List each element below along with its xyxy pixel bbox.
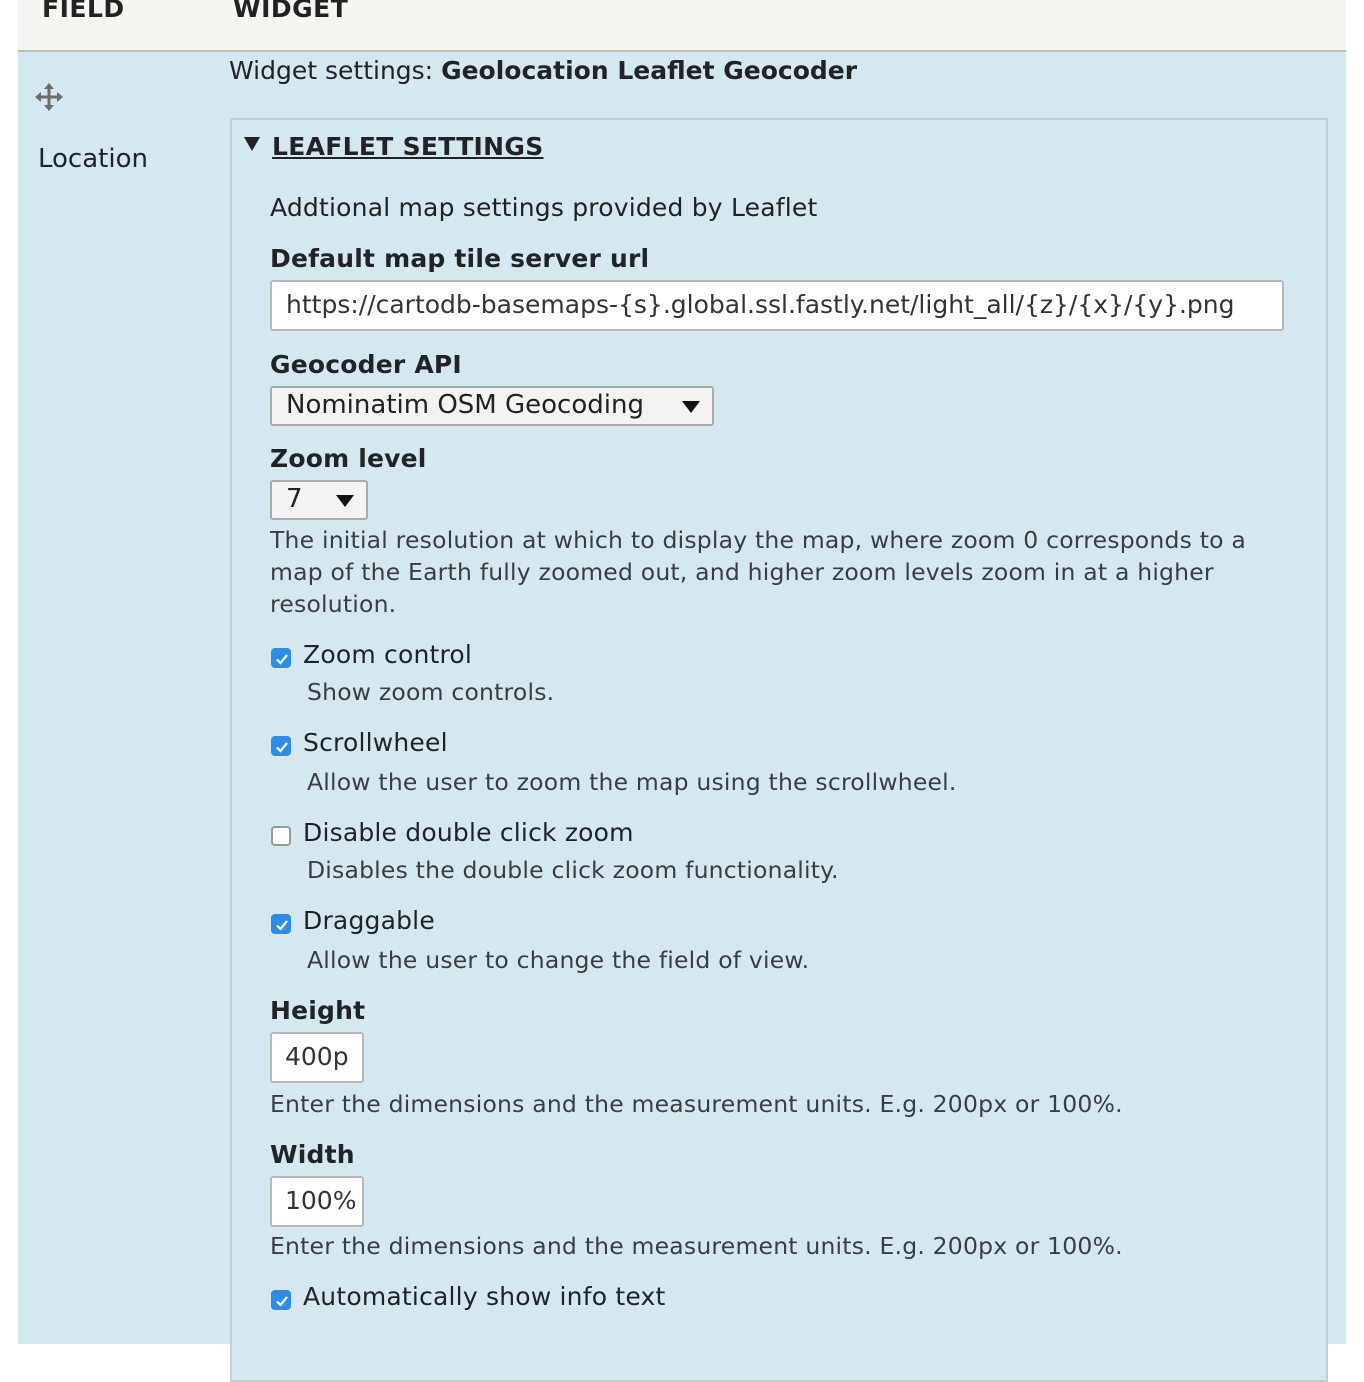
zoom-control-checkbox[interactable] [271,648,291,668]
table-row [18,52,1346,1344]
caret-down-icon [682,401,700,413]
leaflet-description: Addtional map settings provided by Leaflet [270,193,818,222]
geocoder-select-value: Nominatim OSM Geocoding [286,390,644,420]
zoom-level-help-line: The initial resolution at which to display the map, where zoom 0 corresponds to a [270,526,1246,554]
move-arrows-icon[interactable] [34,82,64,112]
zoom-level-select[interactable] [270,480,368,520]
geocoder-label: Geocoder API [270,350,462,379]
widget-settings-prefix: Widget settings: [229,56,434,85]
checkmark-icon [275,740,289,754]
scrollwheel-checkbox[interactable] [271,736,291,756]
disable-double-click-zoom-checkbox[interactable] [271,826,291,846]
zoom-control-label[interactable]: Zoom control [303,640,473,669]
zoom-level-select-value: 7 [286,484,303,514]
height-help: Enter the dimensions and the measurement units. E.g. 200px or 100%. [270,1090,1123,1118]
width-help: Enter the dimensions and the measurement units. E.g. 200px or 100%. [270,1232,1123,1260]
triangle-down-icon [244,137,260,151]
checkmark-icon [275,652,289,666]
tile-url-input[interactable]: https://cartodb-basemaps-{s}.global.ssl.fastly.net/light_all/{z}/{x}/{y}.png [270,280,1284,331]
checkmark-icon [275,1294,289,1308]
disable-double-click-zoom-desc: Disables the double click zoom functionality. [307,856,839,884]
zoom-control-desc: Show zoom controls. [307,678,555,706]
zoom-level-help [270,524,1246,620]
table-header [18,0,1346,52]
scrollwheel-desc: Allow the user to zoom the map using the scrollwheel. [307,768,957,796]
draggable-checkbox[interactable] [271,914,291,934]
info-text-label[interactable]: Automatically show info text [303,1282,666,1311]
leaflet-settings-label[interactable]: LEAFLET SETTINGS [272,132,544,161]
height-label: Height [270,996,366,1025]
info-text-checkbox[interactable] [271,1290,291,1310]
geocoder-select[interactable] [270,386,714,426]
field-column-header: FIELD [42,0,125,23]
checkmark-icon [275,918,289,932]
draggable-desc: Allow the user to change the field of view. [307,946,810,974]
zoom-level-label: Zoom level [270,444,427,473]
caret-down-icon [336,495,354,507]
width-input[interactable]: 100% [270,1176,364,1227]
zoom-level-help-line: resolution. [270,590,397,618]
leaflet-settings-summary[interactable] [244,132,544,161]
widget-settings-title [229,56,857,85]
widget-settings-name: Geolocation Leaflet Geocoder [441,56,858,85]
disable-double-click-zoom-label[interactable]: Disable double click zoom [303,818,634,847]
widget-column-header: WIDGET [233,0,349,23]
height-input[interactable]: 400p [270,1032,364,1083]
width-label: Width [270,1140,355,1169]
leaflet-settings-fieldset [230,118,1328,1382]
tile-url-label: Default map tile server url [270,244,650,273]
field-name-location: Location [38,144,148,174]
draggable-label[interactable]: Draggable [303,906,435,935]
scrollwheel-label[interactable]: Scrollwheel [303,728,448,757]
zoom-level-help-line: map of the Earth fully zoomed out, and higher zoom levels zoom in at a higher [270,558,1214,586]
